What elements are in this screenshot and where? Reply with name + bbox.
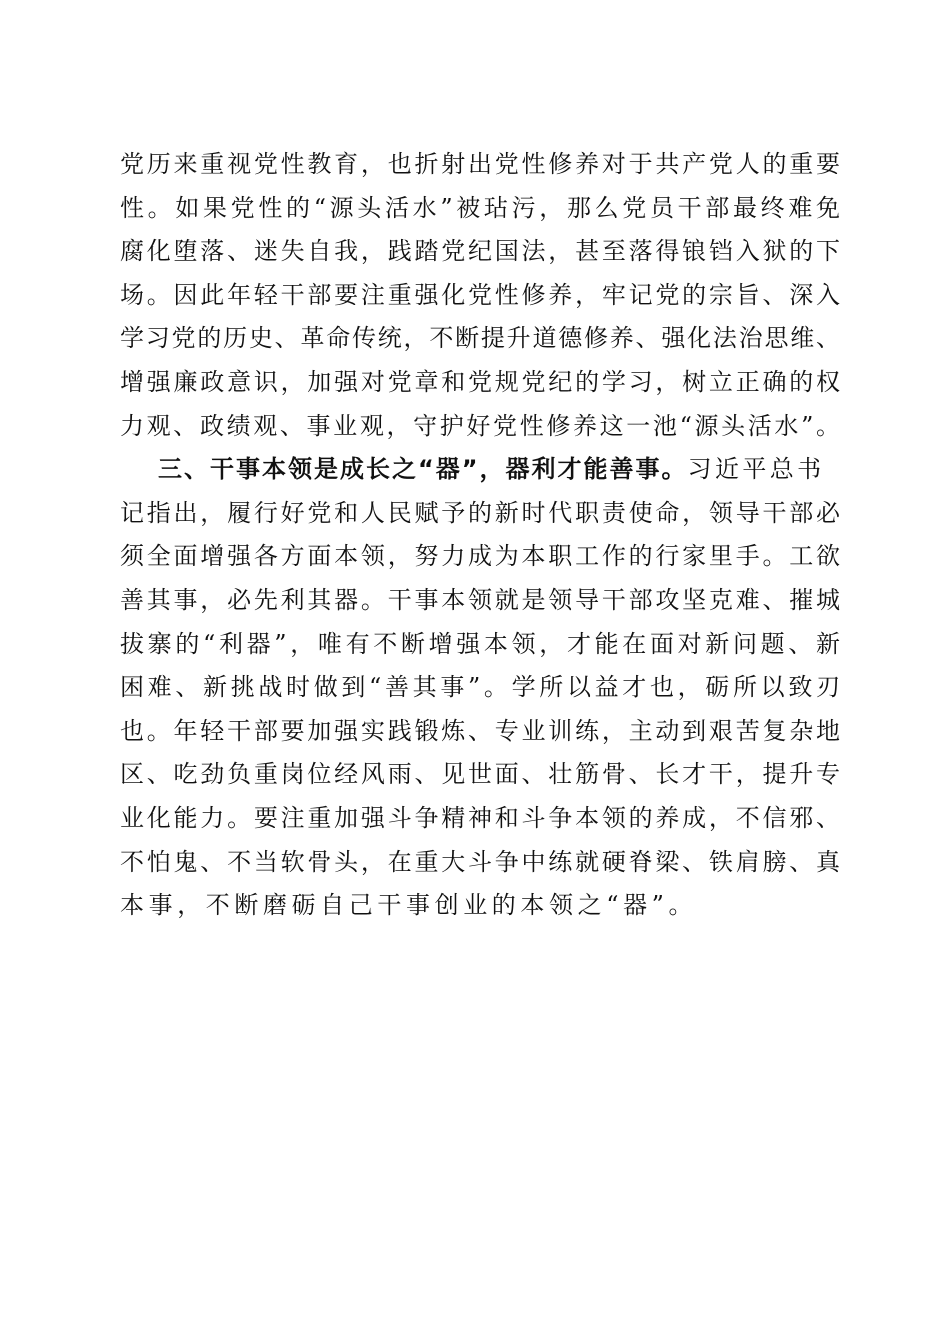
- paragraph-line: 不怕鬼、不当软骨头，在重大斗争中练就硬脊梁、铁肩膀、真: [120, 847, 840, 876]
- paragraph-line: 增强廉政意识，加强对党章和党规党纪的学习，树立正确的权: [120, 367, 840, 396]
- paragraph-line: 党历来重视党性教育，也折射出党性修养对于共产党人的重要: [120, 150, 840, 178]
- paragraph-line: 学习党的历史、革命传统，不断提升道德修养、强化法治思维、: [120, 324, 840, 353]
- paragraph-line: 困难、新挑战时做到“善其事”。学所以益才也，砺所以致刃: [120, 673, 840, 702]
- paragraph-line: 拔寨的“利器”，唯有不断增强本领，才能在面对新问题、新: [120, 629, 840, 658]
- paragraph-line: 腐化堕落、迷失自我，践踏党纪国法，甚至落得锒铛入狱的下: [120, 237, 840, 266]
- paragraph-line: 善其事，必先利其器。干事本领就是领导干部攻坚克难、摧城: [120, 585, 840, 614]
- body-text: [120, 143, 840, 928]
- paragraph-line: 也。年轻干部要加强实践锻炼、专业训练，主动到艰苦复杂地: [120, 716, 840, 745]
- paragraph-line: 场。因此年轻干部要注重强化党性修养，牢记党的宗旨、深入: [120, 280, 840, 309]
- paragraph-line: 性。如果党性的“源头活水”被玷污，那么党员干部最终难免: [120, 193, 840, 222]
- paragraph-line-last: 本事，不断磨砺自己干事创业的本领之“器”。: [120, 891, 698, 920]
- section-heading-continuation: 习近平总书: [687, 455, 825, 484]
- paragraph-line: 区、吃劲负重岗位经风雨、见世面、壮筋骨、长才干，提升专: [120, 760, 840, 789]
- section-heading: 三、干事本领是成长之“器”，器利才能善事。: [158, 455, 688, 484]
- paragraph-line: 记指出，履行好党和人民赋予的新时代职责使命，领导干部必: [120, 498, 840, 527]
- section-heading-line: [120, 448, 840, 492]
- paragraph-line: 须全面增强各方面本领，努力成为本职工作的行家里手。工欲: [120, 542, 840, 571]
- paragraph-line: 力观、政绩观、事业观，守护好党性修养这一池“源头活水”。: [120, 411, 840, 440]
- paragraph-line: 业化能力。要注重加强斗争精神和斗争本领的养成，不信邪、: [120, 803, 840, 832]
